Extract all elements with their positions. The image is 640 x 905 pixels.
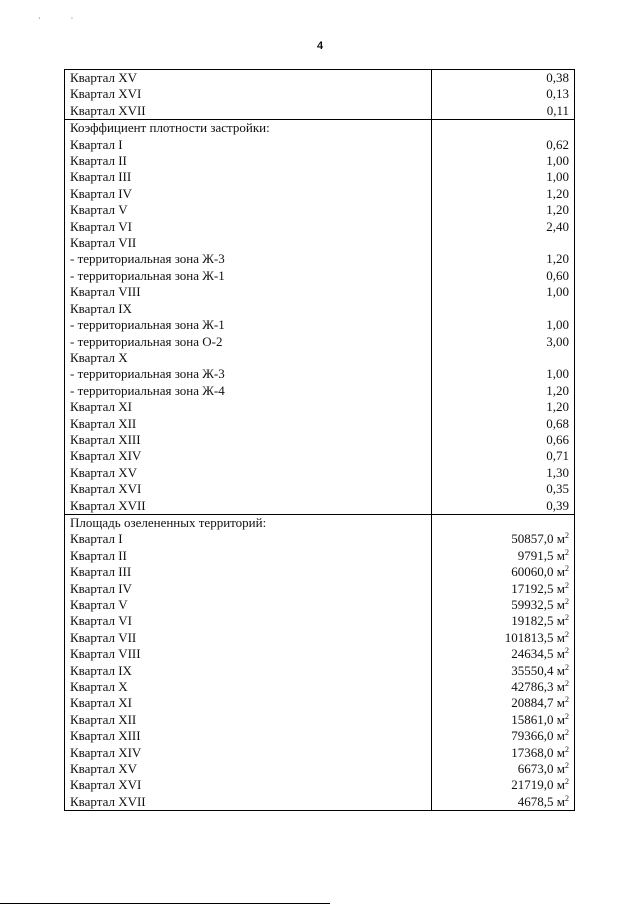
row-value-cell (432, 317, 575, 333)
row-label: Квартал III (65, 564, 432, 580)
unit-label: м (556, 679, 565, 695)
row-value-cell (432, 153, 575, 169)
table-row (65, 531, 575, 547)
table-row (65, 251, 575, 267)
row-value-cell (432, 70, 575, 87)
row-value: 1,00 (546, 317, 569, 333)
row-label: Квартал I (65, 137, 432, 153)
row-label: Квартал II (65, 153, 432, 169)
table-row (65, 597, 575, 613)
unit-label: м (556, 695, 565, 711)
row-value: 1,00 (546, 153, 569, 169)
row-value: 59932,5 (511, 597, 554, 612)
unit-power: 2 (565, 547, 569, 557)
row-value: 0,11 (546, 102, 569, 118)
row-value-cell (432, 761, 575, 777)
row-label: Квартал XVI (65, 481, 432, 497)
unit-label: м (556, 613, 565, 629)
row-value: 0,66 (546, 431, 569, 447)
row-value-cell (432, 284, 575, 300)
row-label: Квартал VI (65, 219, 432, 235)
table-row (65, 235, 575, 251)
row-value: 17368,0 (511, 744, 554, 760)
row-value: 2,40 (546, 218, 569, 234)
row-value: 1,30 (546, 464, 569, 480)
row-value: 0,60 (546, 267, 569, 283)
row-label: Квартал VII (65, 630, 432, 646)
unit-label: м (556, 662, 565, 678)
row-value-cell (432, 581, 575, 597)
row-value: 60060,0 (511, 564, 554, 580)
row-value-cell (432, 646, 575, 662)
table-row (65, 498, 575, 515)
row-label: - территориальная зона Ж-3 (65, 251, 432, 267)
row-value: 4678,5 (517, 793, 554, 809)
row-value: 1,20 (546, 202, 569, 218)
row-value: 1,20 (546, 185, 569, 201)
section-heading-value-cell (432, 514, 575, 531)
row-label: Квартал XVII (65, 794, 432, 811)
table-row (65, 695, 575, 711)
section-heading-row (65, 514, 575, 531)
row-value-cell (432, 481, 575, 497)
row-label: Квартал XV (65, 70, 432, 87)
row-value-cell (432, 777, 575, 793)
unit-power: 2 (565, 728, 569, 738)
row-value-cell (432, 794, 575, 811)
table-row (65, 350, 575, 366)
table-row (65, 301, 575, 317)
unit-power: 2 (565, 613, 569, 623)
row-value-cell (432, 448, 575, 464)
row-label: Квартал XV (65, 465, 432, 481)
row-label: Квартал XVI (65, 777, 432, 793)
unit-label: м (556, 580, 565, 596)
table-row (65, 399, 575, 415)
table-row (65, 70, 575, 87)
row-label: Квартал XI (65, 695, 432, 711)
row-value-cell (432, 498, 575, 515)
row-value-cell (432, 564, 575, 580)
table-row (65, 86, 575, 102)
row-value: 20884,7 (511, 695, 554, 711)
table-row (65, 153, 575, 169)
unit-power: 2 (565, 662, 569, 672)
row-label: Квартал III (65, 169, 432, 185)
row-value-cell (432, 301, 575, 317)
unit-power: 2 (565, 580, 569, 590)
row-label: Квартал XIV (65, 745, 432, 761)
row-label: Квартал X (65, 679, 432, 695)
row-value-cell (432, 531, 575, 547)
unit-power: 2 (565, 711, 569, 721)
row-value-cell (432, 679, 575, 695)
section-heading-value-cell (432, 120, 575, 137)
row-label: Квартал XIII (65, 728, 432, 744)
row-value-cell (432, 137, 575, 153)
row-value: 0,71 (546, 448, 569, 464)
unit-power: 2 (565, 597, 569, 606)
unit-label: м (556, 711, 565, 727)
row-label: Квартал II (65, 548, 432, 564)
table-row (65, 613, 575, 629)
table-row (65, 284, 575, 300)
unit-label: м (556, 531, 565, 547)
row-label: Квартал XI (65, 399, 432, 415)
row-value-cell (432, 548, 575, 564)
row-value: 79366,0 (511, 728, 554, 744)
row-value-cell (432, 630, 575, 646)
unit-power: 2 (565, 761, 569, 771)
row-value-cell (432, 728, 575, 744)
row-label: Квартал XV (65, 761, 432, 777)
table-row (65, 465, 575, 481)
row-value-cell (432, 712, 575, 728)
table-row (65, 383, 575, 399)
row-value-cell (432, 235, 575, 251)
row-value-cell (432, 103, 575, 120)
row-value: 21719,0 (511, 777, 554, 793)
table-row (65, 186, 575, 202)
row-label: Квартал I (65, 531, 432, 547)
unit-label: м (556, 564, 565, 580)
table-row (65, 137, 575, 153)
table-row (65, 630, 575, 646)
unit-power: 2 (565, 564, 569, 574)
table-row (65, 317, 575, 333)
table-row (65, 663, 575, 679)
row-value: 1,20 (546, 382, 569, 398)
unit-power: 2 (565, 695, 569, 705)
table-row (65, 777, 575, 793)
row-value-cell (432, 202, 575, 218)
row-value: 1,00 (546, 284, 569, 300)
footer-rule (0, 903, 330, 904)
page-number: 4 (316, 40, 324, 52)
row-value-cell (432, 399, 575, 415)
row-value: 0,39 (546, 497, 569, 513)
table-row (65, 103, 575, 120)
row-value-cell (432, 416, 575, 432)
row-value-cell (432, 334, 575, 350)
row-value: 3,00 (546, 333, 569, 349)
table-row (65, 679, 575, 695)
row-label: Квартал VIII (65, 284, 432, 300)
table-row (65, 334, 575, 350)
row-value: 15861,0 (511, 711, 554, 727)
unit-power: 2 (565, 744, 569, 754)
row-value: 19182,5 (511, 613, 554, 629)
unit-label: м (556, 646, 565, 662)
row-label: Квартал XVII (65, 498, 432, 515)
table-row (65, 745, 575, 761)
row-value: 24634,5 (511, 646, 554, 662)
unit-power: 2 (565, 646, 569, 656)
unit-label: м (556, 629, 565, 645)
table-row (65, 728, 575, 744)
section-heading: Площадь озелененных территорий: (65, 514, 432, 531)
unit-power: 2 (565, 793, 569, 803)
table-row (65, 416, 575, 432)
row-value: 1,20 (546, 399, 569, 415)
row-label: Квартал VI (65, 613, 432, 629)
row-label: Квартал IV (65, 186, 432, 202)
unit-power: 2 (565, 531, 569, 541)
table-row (65, 481, 575, 497)
row-value-cell (432, 663, 575, 679)
row-label: Квартал IX (65, 663, 432, 679)
table-row (65, 794, 575, 811)
row-value-cell (432, 251, 575, 267)
row-value-cell (432, 465, 575, 481)
table-row (65, 712, 575, 728)
row-label: Квартал V (65, 202, 432, 218)
row-value-cell (432, 745, 575, 761)
row-value-cell (432, 366, 575, 382)
row-value-cell (432, 613, 575, 629)
row-value: 35550,4 (511, 662, 554, 678)
unit-power: 2 (565, 629, 569, 639)
unit-power: 2 (565, 777, 569, 787)
row-label: Квартал V (65, 597, 432, 613)
row-label: Квартал VII (65, 235, 432, 251)
section-heading: Коэффициент плотности застройки: (65, 120, 432, 137)
row-label: Квартал X (65, 350, 432, 366)
row-label: Квартал XII (65, 712, 432, 728)
table-row (65, 548, 575, 564)
row-value: 1,00 (546, 366, 569, 382)
unit-label: м (556, 728, 565, 744)
table-row (65, 564, 575, 580)
unit-label: м (556, 744, 565, 760)
row-value-cell (432, 597, 575, 613)
row-value: 0,62 (546, 136, 569, 152)
table-row (65, 432, 575, 448)
row-value-cell (432, 86, 575, 102)
row-value: 0,38 (546, 70, 569, 85)
row-value-cell (432, 186, 575, 202)
table-row (65, 581, 575, 597)
row-value: 17192,5 (511, 580, 554, 596)
row-value: 0,13 (546, 86, 569, 102)
row-value: 0,68 (546, 415, 569, 431)
indicators-table (64, 69, 575, 811)
table-row (65, 202, 575, 218)
section-heading-row (65, 120, 575, 137)
row-label: Квартал XIII (65, 432, 432, 448)
table-row (65, 646, 575, 662)
unit-label: м (556, 777, 565, 793)
unit-label: м (556, 793, 565, 809)
row-value: 50857,0 (511, 531, 554, 547)
row-label: Квартал XVI (65, 86, 432, 102)
unit-label: м (556, 547, 565, 563)
table-row (65, 169, 575, 185)
row-label: Квартал XVII (65, 103, 432, 120)
row-value-cell (432, 350, 575, 366)
table-row (65, 448, 575, 464)
row-value-cell (432, 169, 575, 185)
row-label: - территориальная зона Ж-3 (65, 366, 432, 382)
row-label: - территориальная зона Ж-1 (65, 317, 432, 333)
table-row (65, 761, 575, 777)
row-label: Квартал XIV (65, 448, 432, 464)
unit-power: 2 (565, 679, 569, 689)
row-value-cell (432, 383, 575, 399)
scan-specks: · · (38, 14, 88, 23)
row-value-cell (432, 695, 575, 711)
row-value-cell (432, 432, 575, 448)
row-label: Квартал VIII (65, 646, 432, 662)
row-value: 42786,3 (511, 679, 554, 695)
row-value: 1,20 (546, 251, 569, 267)
row-label: - территориальная зона Ж-4 (65, 383, 432, 399)
row-value-cell (432, 219, 575, 235)
table-row (65, 219, 575, 235)
row-value: 1,00 (546, 169, 569, 185)
unit-label: м (556, 761, 565, 777)
row-value: 6673,0 (517, 761, 554, 777)
row-value: 0,35 (546, 481, 569, 497)
row-label: Квартал XII (65, 416, 432, 432)
row-label: - территориальная зона О-2 (65, 334, 432, 350)
row-label: Квартал IX (65, 301, 432, 317)
row-value: 101813,5 (504, 629, 554, 645)
unit-label: м (556, 597, 565, 612)
row-label: - территориальная зона Ж-1 (65, 268, 432, 284)
row-label: Квартал IV (65, 581, 432, 597)
row-value-cell (432, 268, 575, 284)
table-row (65, 268, 575, 284)
table-body (65, 70, 575, 811)
row-value: 9791,5 (517, 547, 554, 563)
table-row (65, 366, 575, 382)
